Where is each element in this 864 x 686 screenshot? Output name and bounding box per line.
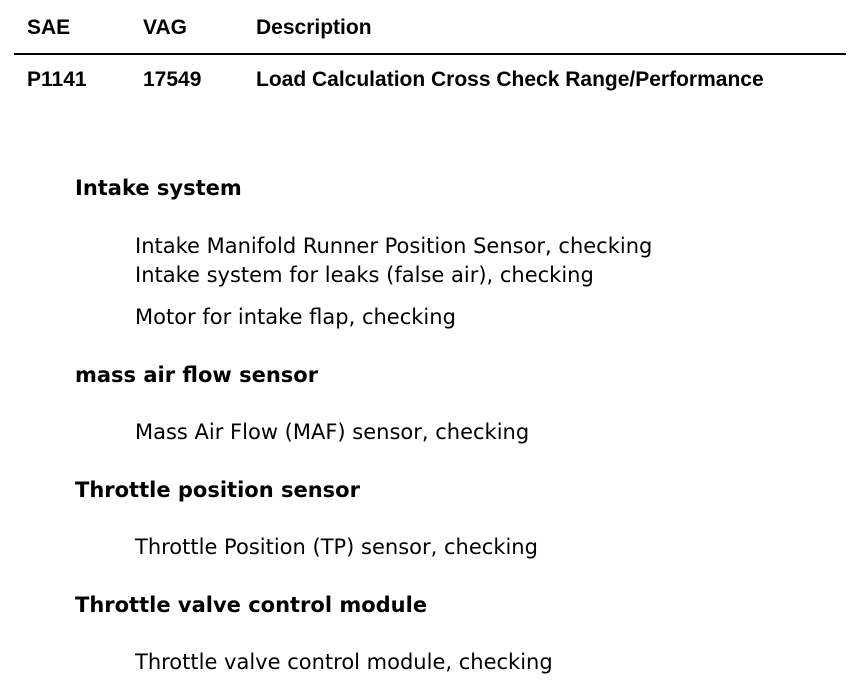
cell-sae-code: P1141	[27, 68, 87, 91]
column-header-description: Description	[256, 16, 372, 39]
check-item-intake-manifold-runner: Intake Manifold Runner Position Sensor, checking	[135, 234, 653, 258]
check-item-throttle-valve-module: Throttle valve control module, checking	[135, 650, 553, 674]
check-item-intake-leaks: Intake system for leaks (false air), checking	[135, 263, 594, 287]
check-item-maf-sensor: Mass Air Flow (MAF) sensor, checking	[135, 420, 530, 444]
column-header-vag: VAG	[143, 16, 187, 39]
check-item-tp-sensor: Throttle Position (TP) sensor, checking	[135, 535, 538, 559]
column-header-sae: SAE	[27, 16, 71, 39]
header-divider	[14, 53, 846, 55]
section-heading-intake-system: Intake system	[75, 176, 242, 200]
check-item-intake-flap-motor: Motor for intake flap, checking	[135, 305, 456, 329]
cell-description: Load Calculation Cross Check Range/Performance	[256, 68, 764, 91]
section-heading-throttle-valve: Throttle valve control module	[75, 593, 428, 617]
section-heading-throttle-position: Throttle position sensor	[75, 478, 360, 502]
cell-vag-code: 17549	[143, 68, 202, 91]
section-heading-mass-air-flow: mass air flow sensor	[75, 363, 319, 387]
